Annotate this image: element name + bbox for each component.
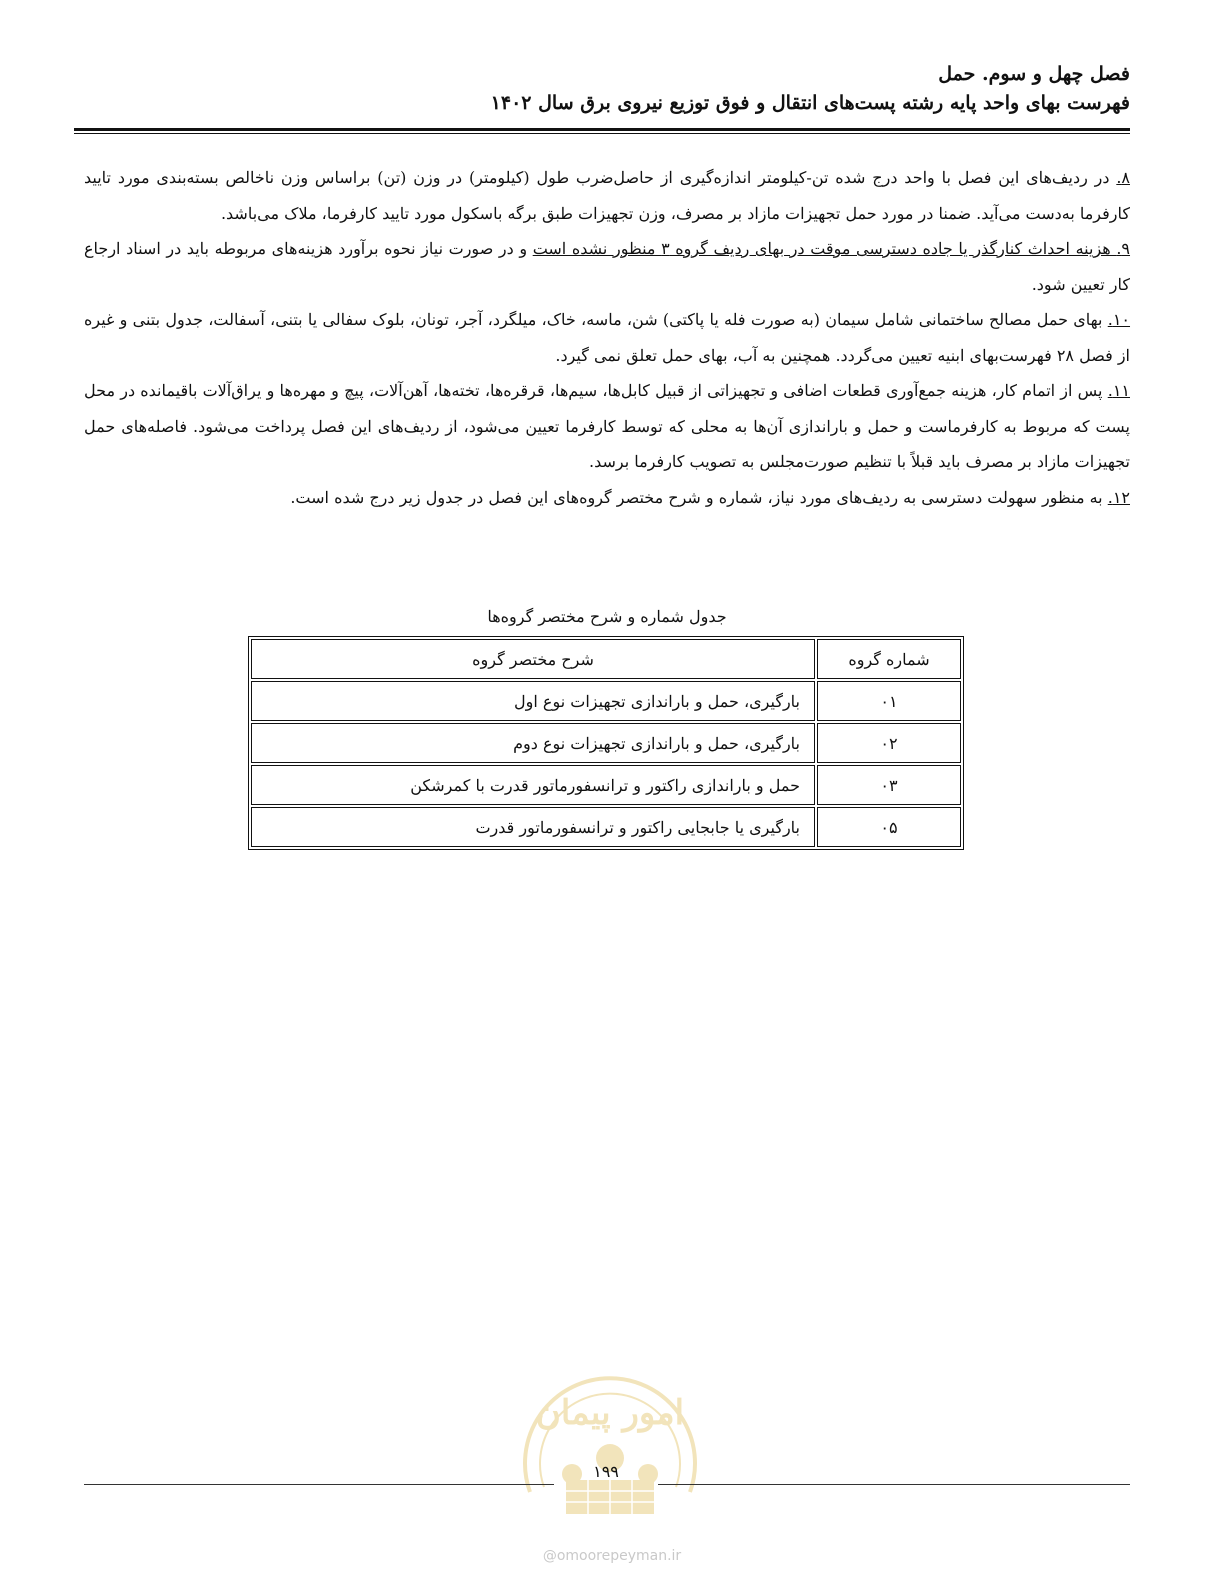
note-number: ۱۰. xyxy=(1107,310,1131,329)
note-text: پس از اتمام کار، هزینه جمع‌آوری قطعات اضافی و تجهیزاتی از قبیل کابل‌ها، سیم‌ها، قرقره‌ها، تخته‌ها، آهن‌آلات، پیچ و مهره‌ها و یراق‌آلات باقیمانده در محل پست که مربوط به کارفرماست و حمل و باراندازی آن‌ها به محلی که توسط کارفرما تعیین می‌شود، از ردیف‌های این فصل پرداخت می‌شود. فاصله‌های حمل تجهیزات مازاد بر مصرف باید قبلاً با تنظیم صورت‌مجلس به تصویب کارفرما برسد. xyxy=(84,381,1130,471)
note-text: در ردیف‌های این فصل با واحد درج شده تن-کیلومتر اندازه‌گیری از حاصل‌ضرب طول (کیلومتر) در وزن (تن) براساس وزن ناخالص بسته‌بندی مورد تایید کارفرما به‌دست می‌آید. ضمنا در مورد حمل تجهیزات مازاد بر مصرف، وزن تجهیزات طبق برگه باسکول مورد تایید کارفرما، ملاک می‌باشد. xyxy=(84,168,1130,223)
table-row xyxy=(251,723,961,763)
group-description-cell: بارگیری، حمل و باراندازی تجهیزات نوع دوم xyxy=(251,723,815,763)
footer-rule-left xyxy=(84,1484,554,1485)
group-description-cell: بارگیری یا جابجایی راکتور و ترانسفورماتور قدرت xyxy=(251,807,815,847)
note-paragraph-10 xyxy=(84,302,1130,373)
table-row xyxy=(251,681,961,721)
group-description-cell: حمل و باراندازی راکتور و ترانسفورماتور قدرت با کمرشکن xyxy=(251,765,815,805)
note-paragraph-12 xyxy=(84,480,1130,516)
watermark-text: امور پیمان xyxy=(535,1393,685,1433)
document-subtitle: فهرست بهای واحد پایه رشته پست‌های انتقال و فوق توزیع نیروی برق سال ۱۴۰۲ xyxy=(490,92,1130,114)
note-number: ۹. xyxy=(1116,239,1131,258)
header-group-description: شرح مختصر گروه xyxy=(251,639,815,679)
table-row xyxy=(251,807,961,847)
note-text: به منظور سهولت دسترسی به ردیف‌های مورد نیاز، شماره و شرح مختصر گروه‌های این فصل در جدول زیر درج شده است. xyxy=(290,487,1108,507)
page-number: ۱۹۹ xyxy=(593,1462,619,1481)
table-row xyxy=(251,765,961,805)
note-text: بهای حمل مصالح ساختمانی شامل سیمان (به صورت فله یا پاکتی) شن، ماسه، خاک، میلگرد، آجر، تونان، بلوک سفالی یا بتنی، آسفالت، جدول بتنی و غیره از فصل ۲۸ فهرست‌بهای ابنیه تعیین می‌گردد. همچنین به آب، بهای حمل تعلق نمی گیرد. xyxy=(84,310,1130,365)
watermark-logo-icon xyxy=(510,1362,710,1532)
header-rule xyxy=(74,128,1130,134)
group-number-cell: ۰۵ xyxy=(817,807,961,847)
note-text: و در صورت نیاز نحوه برآورد هزینه‌های مربوطه باید در اسناد ارجاع کار تعیین شود. xyxy=(84,239,1130,294)
note-paragraph-9 xyxy=(84,231,1130,302)
group-number-cell: ۰۱ xyxy=(817,681,961,721)
notes-body xyxy=(84,160,1130,515)
chapter-title: فصل چهل و سوم. حمل xyxy=(938,63,1130,85)
note-paragraph-8 xyxy=(84,160,1130,231)
groups-table xyxy=(248,636,964,850)
group-number-cell: ۰۲ xyxy=(817,723,961,763)
note-number: ۸. xyxy=(1116,168,1130,187)
site-watermark: @omoorepeyman.ir xyxy=(542,1548,682,1564)
note-number: ۱۱. xyxy=(1107,381,1130,400)
table-caption: جدول شماره و شرح مختصر گروه‌ها xyxy=(487,607,727,626)
footer-rule-right xyxy=(658,1484,1130,1485)
group-description-cell: بارگیری، حمل و باراندازی تجهیزات نوع اول xyxy=(251,681,815,721)
note-number: ۱۲. xyxy=(1107,487,1130,507)
table-header-row xyxy=(251,639,961,679)
group-number-cell: ۰۳ xyxy=(817,765,961,805)
header-group-number: شماره گروه xyxy=(817,639,961,679)
note-text-underlined: هزینه احداث کنارگذر یا جاده دسترسی موقت در بهای ردیف گروه ۳ منظور نشده است xyxy=(532,239,1117,258)
note-paragraph-11 xyxy=(84,373,1130,480)
page-header xyxy=(74,60,1130,118)
